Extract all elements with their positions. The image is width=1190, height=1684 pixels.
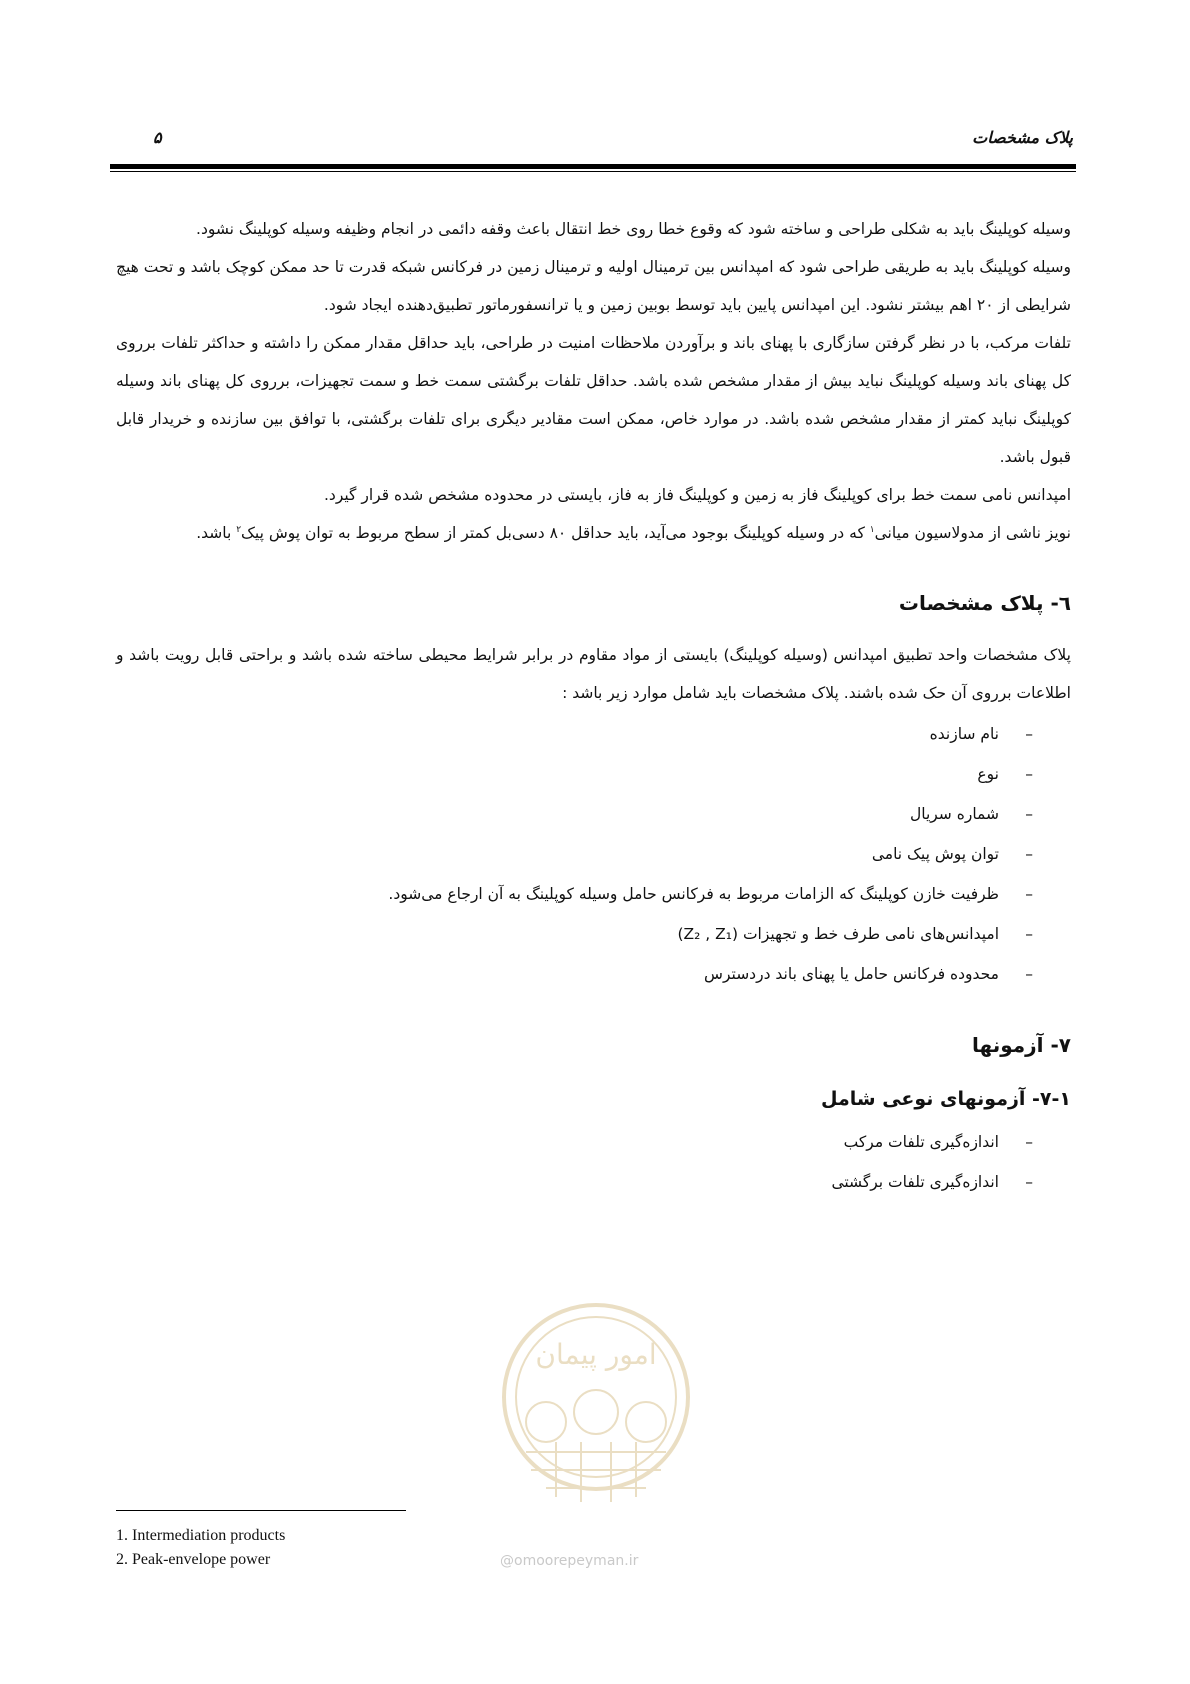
- list-item: [116, 1122, 1033, 1162]
- list-item: [116, 834, 1033, 874]
- paragraph: امپدانس نامی سمت خط برای کوپلینگ فاز به زمین و کوپلینگ فاز به فاز، بایستی در محدوده مشخص شده قرار گیرد.: [323, 486, 1071, 504]
- footnote-2: 2. Peak-envelope power: [116, 1551, 271, 1568]
- list-item-text: شماره سریال: [909, 805, 999, 823]
- watermark-seal-icon: [486, 1292, 706, 1532]
- running-title: پلاک مشخصات: [972, 128, 1073, 147]
- list-dash: –: [1025, 1173, 1033, 1191]
- noise-text-3: باشد.: [196, 524, 237, 542]
- footnote-ref-2[interactable]: ۲: [236, 524, 242, 535]
- list-item-text: اندازه‌گیری تلفات برگشتی: [831, 1173, 999, 1191]
- footnote-ref-1[interactable]: ۱: [869, 524, 875, 535]
- list-item-text: نام سازنده: [929, 725, 999, 743]
- list-dash: –: [1025, 925, 1033, 943]
- page-body: [116, 210, 1071, 1202]
- list-dash: –: [1025, 765, 1033, 783]
- watermark-text: امور پیمان: [535, 1338, 657, 1371]
- list-item: [116, 754, 1033, 794]
- tests-list: [116, 1122, 1071, 1202]
- list-item: [116, 914, 1033, 954]
- page-number: ۵: [153, 128, 162, 147]
- list-item: [116, 874, 1033, 914]
- list-dash: –: [1025, 725, 1033, 743]
- paragraph: وسیله کوپلینگ باید به طریقی طراحی شود که امپدانس بین ترمینال اولیه و ترمینال زمین در فرکانس شبکه قدرت تا حد ممکن کوچک باشد و تحت هیچ شرایطی از ۲۰ اهم بیشتر نشود. این امپدانس پایین باید توسط بوبین زمین و یا ترانسفورماتور تطبیق‌دهنده ایجاد شود.: [116, 258, 1071, 314]
- list-dash: –: [1025, 965, 1033, 983]
- list-item-text: اندازه‌گیری تلفات مرکب: [843, 1133, 999, 1151]
- section-7-heading: ۷- آزمونها: [972, 1033, 1071, 1057]
- list-item: [116, 1162, 1033, 1202]
- list-item-text: امپدانس‌های نامی طرف خط و تجهیزات (Z₂ , Z₁): [677, 925, 999, 943]
- nameplate-items-list: [116, 714, 1071, 994]
- list-dash: –: [1025, 805, 1033, 823]
- noise-text-1: نویز ناشی از مدولاسیون میانی: [874, 524, 1071, 542]
- list-item: [116, 794, 1033, 834]
- list-item: [116, 954, 1033, 994]
- page-header: [113, 128, 1073, 152]
- list-item-text: نوع: [977, 765, 999, 783]
- header-rule-thick: [110, 164, 1076, 169]
- list-dash: –: [1025, 845, 1033, 863]
- footnote-rule: [116, 1510, 406, 1511]
- watermark-url: @omoorepeyman.ir: [500, 1553, 639, 1569]
- footnotes: [116, 1524, 285, 1572]
- list-dash: –: [1025, 1133, 1033, 1151]
- list-item: [116, 714, 1033, 754]
- paragraph: وسیله کوپلینگ باید به شکلی طراحی و ساخته شود که وقوع خطا روی خط انتقال باعث وقفه دائمی در انجام وظیفه وسیله کوپلینگ نشود.: [196, 220, 1071, 238]
- paragraph: تلفات مرکب، با در نظر گرفتن سازگاری با پهنای باند و برآوردن ملاحظات امنیت در طراحی، باید حداقل مقدار ممکن را داشته و حداکثر تلفات برروی کل پهنای باند وسیله کوپلینگ نباید بیش از مقدار مشخص شده باشد. حداقل تلفات برگشتی سمت خط و سمت تجهیزات، برروی کل پهنای باند وسیله کوپلینگ نباید کمتر از مقدار مشخص شده باشد. در موارد خاص، ممکن است مقادیر دیگری برای تلفات برگشتی، با توافق بین سازنده و خریدار قابل قبول باشد.: [116, 334, 1071, 466]
- header-rule-thin: [110, 171, 1076, 172]
- list-dash: –: [1025, 885, 1033, 903]
- list-item-text: ظرفیت خازن کوپلینگ که الزامات مربوط به فرکانس حامل وسیله کوپلینگ به آن ارجاع می‌شود.: [388, 885, 999, 903]
- noise-text-2: که در وسیله کوپلینگ بوجود می‌آید، باید حداقل ۸۰ دسی‌بل کمتر از سطح مربوط به توان پوش پیک: [241, 524, 870, 542]
- list-item-text: توان پوش پیک نامی: [871, 845, 999, 863]
- section-6-paragraph: پلاک مشخصات واحد تطبیق امپدانس (وسیله کوپلینگ) بایستی از مواد مقاوم در برابر شرایط محیطی ساخته شده باشد و براحتی قابل رویت باشد و اطلاعات برروی آن حک شده باشند. پلاک مشخصات باید شامل موارد زیر باشد :: [116, 646, 1071, 702]
- paragraph-noise: [116, 514, 1071, 552]
- list-item-text: محدوده فرکانس حامل یا پهنای باند دردسترس: [704, 965, 999, 983]
- section-6-heading: ٦- پلاک مشخصات: [898, 591, 1071, 615]
- footnote-1: 1. Intermediation products: [116, 1527, 286, 1544]
- section-7-1-heading: ۷-۱- آزمونهای نوعی شامل: [821, 1088, 1071, 1110]
- watermark-seal: [486, 1292, 706, 1532]
